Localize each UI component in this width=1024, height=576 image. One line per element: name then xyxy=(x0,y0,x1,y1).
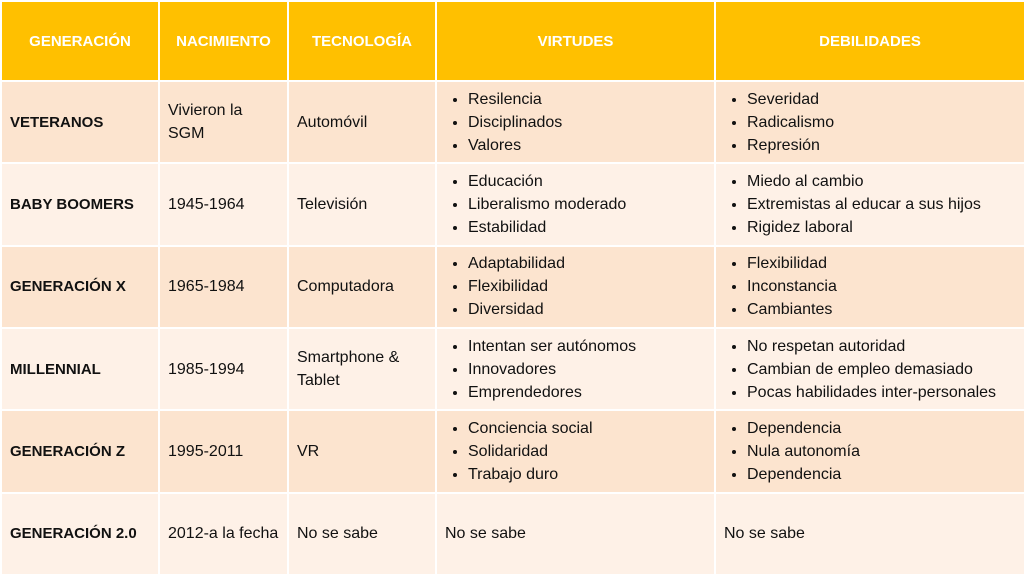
list-item: • Extremistas al educar a sus hijos xyxy=(747,193,1016,216)
birth-cell: 1985-1994 xyxy=(159,328,288,410)
virtues-list xyxy=(445,252,706,321)
list-item: • Emprendedores xyxy=(468,381,706,404)
weaknesses-cell xyxy=(715,246,1024,328)
list-item: • Estabilidad xyxy=(468,216,706,239)
list-item: • Severidad xyxy=(747,88,1016,111)
list-item: • Adaptabilidad xyxy=(468,252,706,275)
list-item: • Rigidez laboral xyxy=(747,216,1016,239)
weaknesses-cell: No se sabe xyxy=(715,493,1024,575)
technology-cell: No se sabe xyxy=(288,493,436,575)
table-row xyxy=(1,163,1024,245)
list-item: • Liberalismo moderado xyxy=(468,193,706,216)
list-item: • Flexibilidad xyxy=(468,275,706,298)
weaknesses-list xyxy=(724,417,1016,486)
list-item: • Pocas habilidades inter-personales xyxy=(747,381,1016,404)
table-row xyxy=(1,493,1024,575)
technology-cell: VR xyxy=(288,410,436,492)
header-virtudes: VIRTUDES xyxy=(436,1,715,81)
list-item: • Inconstancia xyxy=(747,275,1016,298)
technology-cell: Televisión xyxy=(288,163,436,245)
list-item: • Resilencia xyxy=(468,88,706,111)
list-item: • Trabajo duro xyxy=(468,463,706,486)
list-item: • Valores xyxy=(468,134,706,157)
virtues-list xyxy=(445,417,706,486)
virtues-cell xyxy=(436,410,715,492)
birth-cell: Vivieron la SGM xyxy=(159,81,288,163)
table-row xyxy=(1,81,1024,163)
generation-name: GENERACIÓN X xyxy=(1,246,159,328)
generation-name: BABY BOOMERS xyxy=(1,163,159,245)
list-item: • Represión xyxy=(747,134,1016,157)
list-item: • Dependencia xyxy=(747,417,1016,440)
weaknesses-cell xyxy=(715,81,1024,163)
birth-cell: 1965-1984 xyxy=(159,246,288,328)
technology-cell: Smartphone & Tablet xyxy=(288,328,436,410)
weaknesses-list xyxy=(724,335,1016,404)
table-row xyxy=(1,246,1024,328)
list-item: • Flexibilidad xyxy=(747,252,1016,275)
virtues-list xyxy=(445,88,706,157)
virtues-list xyxy=(445,170,706,239)
virtues-cell xyxy=(436,246,715,328)
list-item: • Nula autonomía xyxy=(747,440,1016,463)
header-tecnologia: TECNOLOGÍA xyxy=(288,1,436,81)
birth-cell: 2012-a la fecha xyxy=(159,493,288,575)
list-item: • Miedo al cambio xyxy=(747,170,1016,193)
generation-name: MILLENNIAL xyxy=(1,328,159,410)
virtues-cell xyxy=(436,328,715,410)
header-debilidades: DEBILIDADES xyxy=(715,1,1024,81)
list-item: • No respetan autoridad xyxy=(747,335,1016,358)
list-item: • Cambian de empleo demasiado xyxy=(747,358,1016,381)
list-item: • Educación xyxy=(468,170,706,193)
weaknesses-list xyxy=(724,88,1016,157)
technology-cell: Automóvil xyxy=(288,81,436,163)
technology-cell: Computadora xyxy=(288,246,436,328)
list-item: • Disciplinados xyxy=(468,111,706,134)
birth-cell: 1945-1964 xyxy=(159,163,288,245)
list-item: • Cambiantes xyxy=(747,298,1016,321)
list-item: • Innovadores xyxy=(468,358,706,381)
weaknesses-list xyxy=(724,170,1016,239)
birth-cell: 1995-2011 xyxy=(159,410,288,492)
table-row xyxy=(1,328,1024,410)
list-item: • Dependencia xyxy=(747,463,1016,486)
header-row xyxy=(1,1,1024,81)
virtues-cell xyxy=(436,163,715,245)
list-item: • Intentan ser autónomos xyxy=(468,335,706,358)
list-item: • Diversidad xyxy=(468,298,706,321)
generation-name: GENERACIÓN Z xyxy=(1,410,159,492)
header-nacimiento: NACIMIENTO xyxy=(159,1,288,81)
weaknesses-list xyxy=(724,252,1016,321)
list-item: • Solidaridad xyxy=(468,440,706,463)
virtues-cell xyxy=(436,81,715,163)
virtues-list xyxy=(445,335,706,404)
virtues-cell: No se sabe xyxy=(436,493,715,575)
list-item: • Conciencia social xyxy=(468,417,706,440)
list-item: • Radicalismo xyxy=(747,111,1016,134)
header-generacion: GENERACIÓN xyxy=(1,1,159,81)
generation-name: GENERACIÓN 2.0 xyxy=(1,493,159,575)
weaknesses-cell xyxy=(715,328,1024,410)
generation-name: VETERANOS xyxy=(1,81,159,163)
weaknesses-cell xyxy=(715,163,1024,245)
weaknesses-cell xyxy=(715,410,1024,492)
table-row xyxy=(1,410,1024,492)
